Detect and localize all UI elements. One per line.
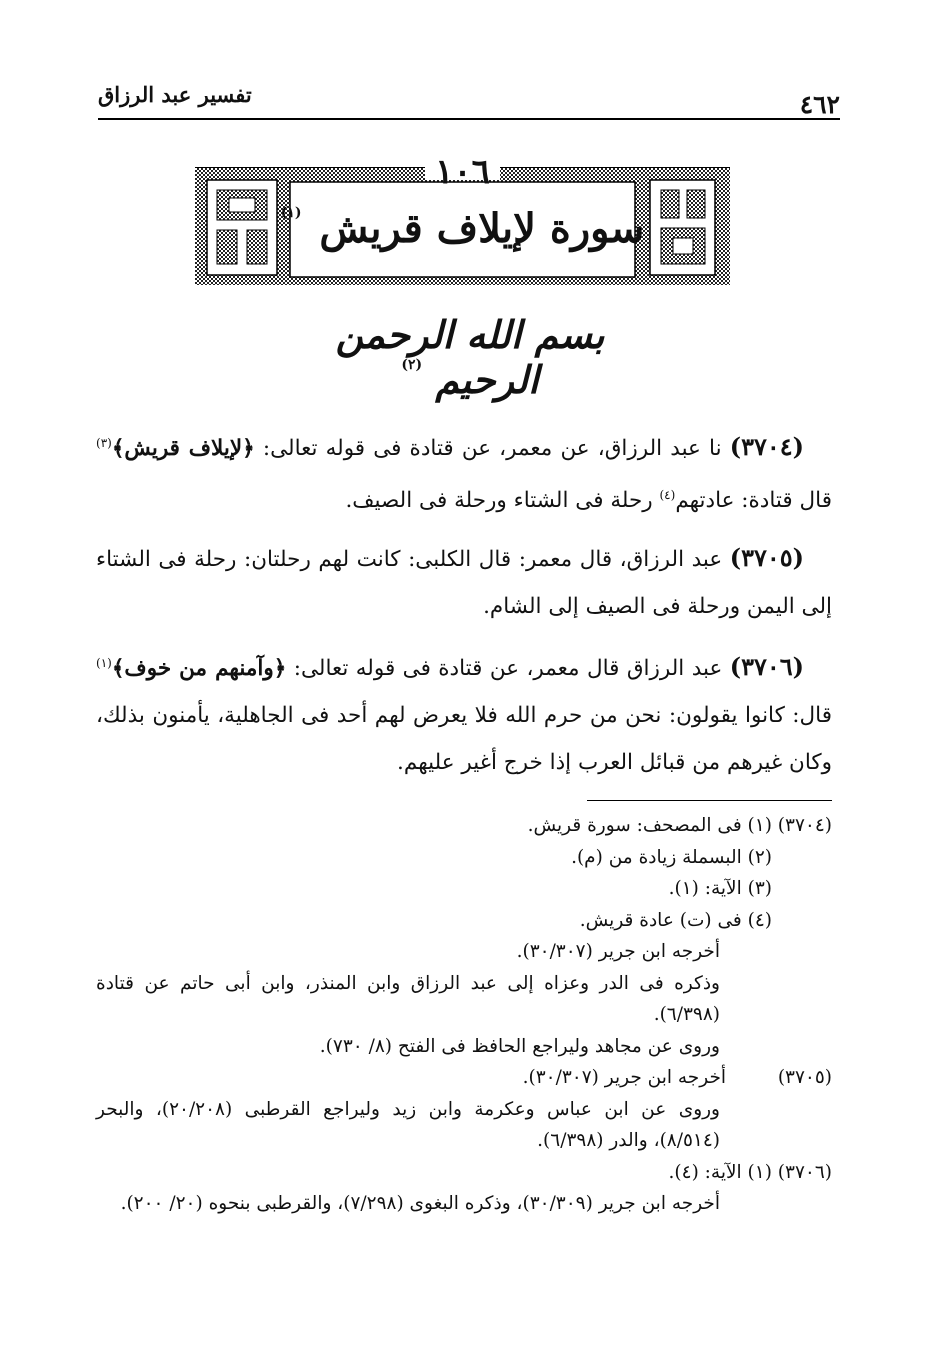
entry-text: نا عبد الرزاق، عن معمر، عن قتادة فى قوله تعالى: xyxy=(262,436,722,462)
footnote: وروى عن ابن عباس وعكرمة وابن زيد وليراجع القرطبى (٢٠/٢٠٨)، والبحر (٨/٥١٤)، والدر (٦/٣٩٨). xyxy=(96,1098,720,1151)
entry-3704 xyxy=(96,420,832,524)
entry-3706 xyxy=(96,640,832,786)
entry-3705 xyxy=(96,534,832,630)
quran-quote: ﴿وآمنهم من خوف﴾ xyxy=(111,656,287,682)
quran-quote: ﴿لإيلاف قريش﴾ xyxy=(111,436,255,462)
entry-text: عبد الرزاق، قال معمر: قال الكلبى: كانت لهم رحلتان: رحلة فى الشتاء إلى اليمن ورحلة فى الصيف إلى الشام. xyxy=(96,547,832,620)
entry-number: (٣٧٠٤) xyxy=(729,432,804,462)
footnote-rule xyxy=(587,800,832,801)
entry-number: (٣٧٠٦) xyxy=(729,652,804,682)
entry-continuation: قال: كانوا يقولون: نحن من حرم الله فلا يعرض لهم أحد فى الجاهلية، يأمنون بذلك، وكان غيرهم من قبائل العرب إذا خرج أغير عليهم. xyxy=(96,703,832,776)
footnote-ref: (٤) xyxy=(659,488,676,503)
basmala-footnote-ref: (٢) xyxy=(401,357,423,373)
footnote: (٣٧٠٤) (١) فى المصحف: سورة قريش. xyxy=(527,815,832,836)
entry-text: عبد الرزاق قال معمر، عن قتادة فى قوله تعالى: xyxy=(293,656,723,682)
footnote: أخرجه ابن جرير (٣٠/٣٠٧). xyxy=(516,941,720,962)
footnote: (٢) البسملة زيادة من (م). xyxy=(571,846,772,868)
page-number: ٤٦٢ xyxy=(799,90,840,119)
surah-number: ١٠٦ xyxy=(435,152,490,192)
footnote-ref: (٣) xyxy=(96,436,112,450)
footnote-entry-number: (٣٧٠٥) xyxy=(777,1067,832,1088)
footnote-group-3705 xyxy=(96,1062,832,1094)
footnotes xyxy=(96,810,832,1220)
footnote: وروى عن مجاهد وليراجع الحافظ فى الفتح (٨/ ٧٣٠). xyxy=(319,1035,720,1057)
surah-name-footnote-ref: (١) xyxy=(280,205,302,221)
surah-name-text: سورة لإيلاف قريش xyxy=(319,205,645,252)
footnote: أخرجه ابن جرير (٣٠/٣٠٧). xyxy=(522,1067,727,1088)
surah-title-frame xyxy=(195,150,730,285)
footnote: وذكره فى الدر وعزاه إلى عبد الرزاق وابن المنذر، وابن أبى حاتم عن قتادة (٦/٣٩٨). xyxy=(96,972,720,1025)
footnote: (٣) الآية: (١). xyxy=(668,878,772,899)
header-rule xyxy=(98,118,840,120)
running-title: تفسير عبد الرزاق xyxy=(98,82,252,107)
entry-number: (٣٧٠٥) xyxy=(729,543,804,573)
footnote: (٣٧٠٦) (١) الآية: (٤). xyxy=(668,1161,832,1183)
surah-name xyxy=(195,205,730,252)
running-header xyxy=(98,78,840,118)
basmala xyxy=(300,312,640,402)
entry-continuation-end: رحلة فى الشتاء ورحلة فى الصيف. xyxy=(345,488,653,514)
main-text xyxy=(96,420,832,796)
footnote: أخرجه ابن جرير (٣٠/٣٠٩)، وذكره البغوى (٧/٢٩٨)، والقرطبى بنحوه (٢٠/ ٢٠٠). xyxy=(120,1193,720,1214)
entry-continuation: قال قتادة: عادتهم xyxy=(675,488,832,514)
footnote-ref: (١) xyxy=(96,656,112,671)
footnote: (٤) فى (ت) عادة قريش. xyxy=(579,909,772,931)
basmala-text: بسم الله الرحمن الرحيم xyxy=(335,312,605,402)
